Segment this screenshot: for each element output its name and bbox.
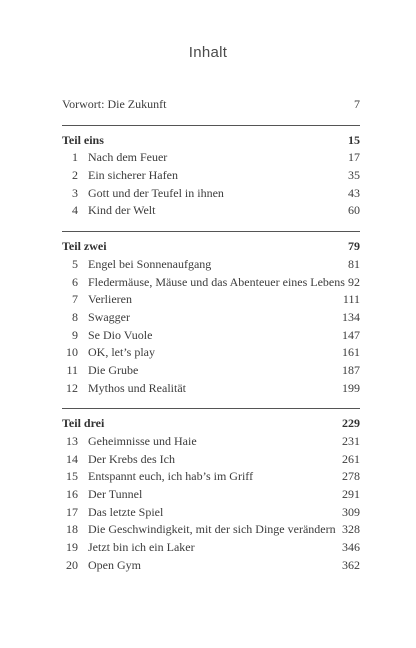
toc-entry-number: 8 xyxy=(72,309,78,324)
toc-entry-title: Open Gym xyxy=(88,557,141,572)
toc-entry-number: 6 xyxy=(72,274,78,289)
toc-entry-title: Verlieren xyxy=(88,292,132,307)
toc-entry xyxy=(62,539,360,557)
toc-entry-number: 9 xyxy=(72,327,78,342)
toc-entry xyxy=(62,167,360,185)
toc-part-heading xyxy=(62,415,360,433)
toc-entry-page: 362 xyxy=(342,557,360,572)
toc-entry-title: Entspannt euch, ich hab’s im Griff xyxy=(88,469,254,484)
toc-part-page: 79 xyxy=(348,239,360,254)
toc-entry xyxy=(62,557,360,575)
toc-entry-title: Geheimnisse und Haie xyxy=(88,434,197,448)
toc-entry xyxy=(62,468,360,486)
toc-entry-title: Der Tunnel xyxy=(88,487,143,502)
toc-entry-number: 16 xyxy=(66,487,78,502)
toc-entry-page: 134 xyxy=(342,309,360,324)
section-divider xyxy=(62,125,360,126)
toc-entry-title: Jetzt bin ich ein Laker xyxy=(88,540,195,555)
toc-entry-page: 309 xyxy=(342,504,360,519)
toc-entry-title: Gott und der Teufel in ihnen xyxy=(88,185,224,200)
toc-entry-title: Swagger xyxy=(88,309,130,324)
toc-entry-page: 291 xyxy=(342,487,360,502)
toc-entry xyxy=(62,451,360,469)
toc-entry-page: 261 xyxy=(342,451,360,466)
toc-entry-preface xyxy=(62,96,360,114)
toc-part-title: Teil eins xyxy=(62,132,104,147)
toc-entry xyxy=(62,274,360,292)
toc-entry-title: Ein sicherer Hafen xyxy=(88,168,178,183)
toc-entry-page: 187 xyxy=(342,362,360,377)
toc-entry-title: Nach dem Feuer xyxy=(88,150,168,165)
toc-entry-number: 10 xyxy=(66,345,78,360)
toc-entry-number: 4 xyxy=(72,203,78,218)
toc-part-title: Teil drei xyxy=(62,416,105,431)
toc-entry-page: 81 xyxy=(348,256,360,271)
toc-entry xyxy=(62,291,360,309)
toc-entry-page: 231 xyxy=(342,434,360,448)
toc-entry xyxy=(62,202,360,220)
toc-entry xyxy=(62,344,360,362)
toc-entry-page: 17 xyxy=(348,150,360,165)
toc-entry xyxy=(62,380,360,398)
toc-entry-title: Se Dio Vuole xyxy=(88,327,153,342)
toc-entry-number: 17 xyxy=(66,504,78,519)
toc-entry-page: 346 xyxy=(342,540,360,555)
toc-entry-title: Der Krebs des Ich xyxy=(88,451,175,466)
toc-entry xyxy=(62,433,360,451)
toc-entry-number: 7 xyxy=(72,292,78,307)
toc-entry-title: Das letzte Spiel xyxy=(88,504,164,519)
toc-entry-page: 161 xyxy=(342,345,360,360)
toc-entry-page: 7 xyxy=(354,97,360,111)
toc-entry-title: Fledermäuse, Mäuse und das Abenteuer eines Lebens xyxy=(88,274,345,289)
table-of-contents xyxy=(62,96,360,575)
toc-entry-page: 278 xyxy=(342,469,360,484)
toc-part-heading xyxy=(62,238,360,256)
toc-entry xyxy=(62,362,360,380)
toc-entry xyxy=(62,256,360,274)
toc-entry-page: 147 xyxy=(342,327,360,342)
toc-entry-number: 13 xyxy=(66,434,78,448)
toc-entry-title: Vorwort: Die Zukunft xyxy=(62,97,167,111)
toc-entry-title: OK, let’s play xyxy=(88,345,155,360)
toc-entry-number: 19 xyxy=(66,540,78,555)
toc-part-title: Teil zwei xyxy=(62,239,107,254)
toc-entry-title: Mythos und Realität xyxy=(88,380,186,395)
toc-entry-number: 12 xyxy=(66,380,78,395)
toc-entry xyxy=(62,327,360,345)
toc-entry-title: Die Grube xyxy=(88,362,139,377)
toc-entry-page: 199 xyxy=(342,380,360,395)
toc-entry-page: 43 xyxy=(348,185,360,200)
page-title: Inhalt xyxy=(188,44,228,61)
toc-entry-title: Kind der Welt xyxy=(88,203,156,218)
toc-part-page: 15 xyxy=(348,132,360,147)
toc-entry-page: 60 xyxy=(348,203,360,218)
section-divider xyxy=(62,231,360,232)
toc-entry-number: 18 xyxy=(66,522,78,537)
toc-entry-number: 5 xyxy=(72,256,78,271)
toc-part-heading xyxy=(62,132,360,150)
toc-entry xyxy=(62,185,360,203)
toc-entry-number: 2 xyxy=(72,168,78,183)
toc-entry-number: 3 xyxy=(72,185,78,200)
toc-entry-number: 14 xyxy=(66,451,78,466)
toc-entry-page: 111 xyxy=(342,292,360,307)
toc-entry-page: 35 xyxy=(348,168,360,183)
toc-entry xyxy=(62,521,360,539)
toc-part-page: 229 xyxy=(342,416,360,431)
toc-entry xyxy=(62,149,360,167)
toc-entry-page: 92 xyxy=(348,274,360,289)
toc-entry-number: 11 xyxy=(66,362,78,377)
toc-entry xyxy=(62,486,360,504)
toc-entry-number: 15 xyxy=(66,469,78,484)
toc-entry-number: 20 xyxy=(66,557,78,572)
section-divider xyxy=(62,408,360,409)
toc-entry-page: 328 xyxy=(342,522,360,537)
toc-entry xyxy=(62,504,360,522)
toc-entry-number: 1 xyxy=(72,150,78,165)
toc-entry-title: Die Geschwindigkeit, mit der sich Dinge verändern xyxy=(88,522,336,537)
toc-entry-title: Engel bei Sonnenaufgang xyxy=(88,256,212,271)
toc-entry xyxy=(62,309,360,327)
